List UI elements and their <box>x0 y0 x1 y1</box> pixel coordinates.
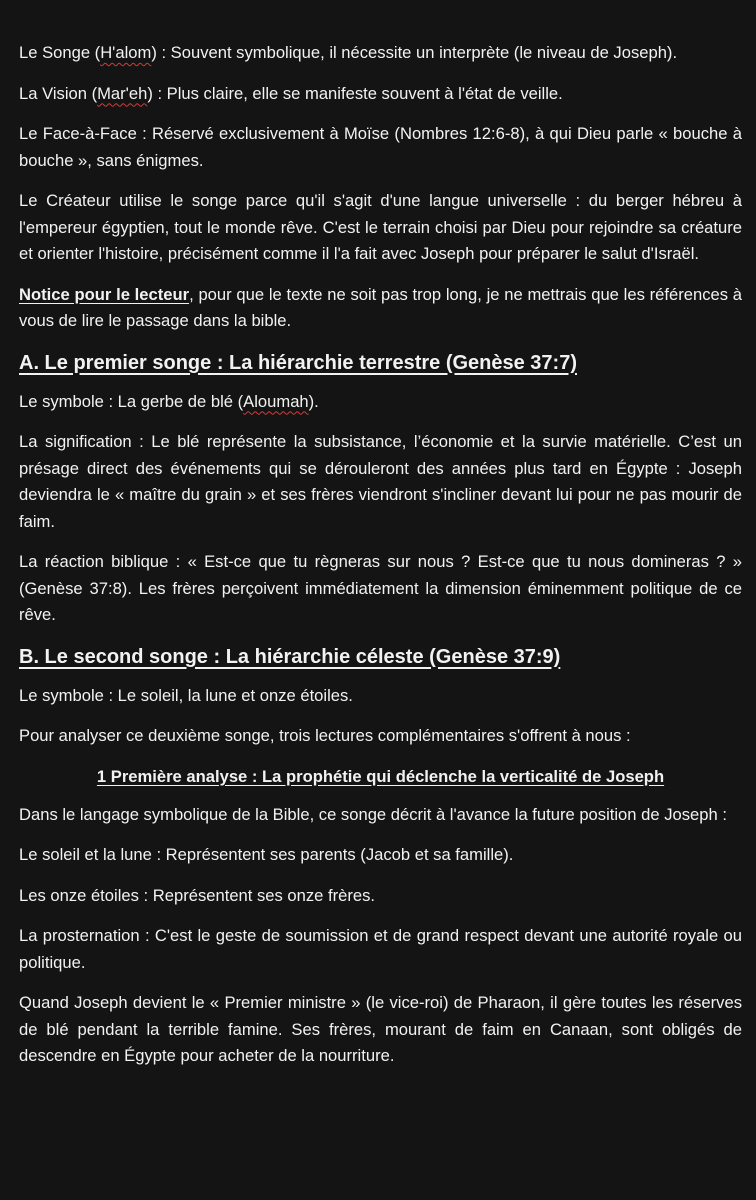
paragraph-premier-ministre: Quand Joseph devient le « Premier ministre » (le vice-roi) de Pharaon, il gère toutes les réserves de blé pendant la terrible famine. Ses frères, mourant de faim en Canaan, sont obligés de descendre en Égypte pour acheter de la nourriture. <box>19 993 742 1065</box>
paragraph-langage: Dans le langage symbolique de la Bible, ce songe décrit à l'avance la future position de Joseph : <box>19 804 727 824</box>
paragraph-signification: La signification : Le blé représente la subsistance, l’économie et la survie matérielle. C’est un présage direct des événements qui se dérouleront des années plus tard en Égypte : Joseph deviendra le « maître du grain » et ses frères viendront s'incliner devant lui pour ne pas mourir de faim. <box>19 432 742 531</box>
paragraph-vision <box>19 81 742 108</box>
notice-text: , pour que le texte ne soit pas trop long, je ne mettrais que les références à vous de lire le passage dans la bible. <box>19 284 742 330</box>
text-segment: ) : Souvent symbolique, il nécessite un interprète (le niveau de Joseph). <box>151 43 678 62</box>
paragraph-notice <box>19 282 742 335</box>
paragraph-reaction: La réaction biblique : « Est-ce que tu règneras sur nous ? Est-ce que tu nous domineras ? » (Genèse 37:8). Les frères perçoivent immédiatement la dimension éminemment politique de ce rêve. <box>19 552 742 624</box>
text-segment: La Vision ( <box>19 83 98 103</box>
section-heading-a: A. Le premier songe : La hiérarchie terrestre (Genèse 37:7) <box>19 351 577 374</box>
paragraph-createur: Le Créateur utilise le songe parce qu'il s'agit d'une langue universelle : du berger hébreu à l'empereur égyptien, tout le monde rêve. C'est le terrain choisi par Dieu pour rejoindre sa créature et orienter l'histoire, précisément comme il l'a fait avec Joseph pour préparer le salut d'Israël. <box>19 191 742 263</box>
text-segment: Le symbole : La gerbe de blé ( <box>19 391 244 411</box>
notice-label: Notice pour le lecteur <box>19 284 190 304</box>
section-heading-b: B. Le second songe : La hiérarchie céleste (Genèse 37:9) <box>19 645 561 668</box>
paragraph-face-a-face: Le Face-à-Face : Réservé exclusivement à Moïse (Nombres 12:6-8), à qui Dieu parle « bouche à bouche », sans énigmes. <box>19 124 742 170</box>
paragraph-onze-etoiles: Les onze étoiles : Représentent ses onze frères. <box>19 885 376 905</box>
paragraph-prosternation: La prosternation : C'est le geste de soumission et de grand respect devant une autorité royale ou politique. <box>19 926 742 972</box>
paragraph-symbole-a <box>19 389 742 416</box>
term-halom: H'alom <box>100 43 152 62</box>
paragraph-symbole-b: Le symbole : Le soleil, la lune et onze étoiles. <box>19 685 353 705</box>
term-mareh: Mar'eh <box>97 83 148 103</box>
term-aloumah: Aloumah <box>243 391 309 411</box>
subheading-premiere-analyse: 1 Première analyse : La prophétie qui déclenche la verticalité de Joseph <box>96 766 665 786</box>
text-segment: ). <box>308 391 319 411</box>
text-segment: ) : Plus claire, elle se manifeste souvent à l'état de veille. <box>147 83 563 103</box>
paragraph-soleil-lune: Le soleil et la lune : Représentent ses parents (Jacob et sa famille). <box>19 845 514 864</box>
text-segment: Le Songe ( <box>19 43 101 62</box>
paragraph-songe <box>19 40 742 67</box>
paragraph-intro-b: Pour analyser ce deuxième songe, trois lectures complémentaires s'offrent à nous : <box>19 726 631 745</box>
